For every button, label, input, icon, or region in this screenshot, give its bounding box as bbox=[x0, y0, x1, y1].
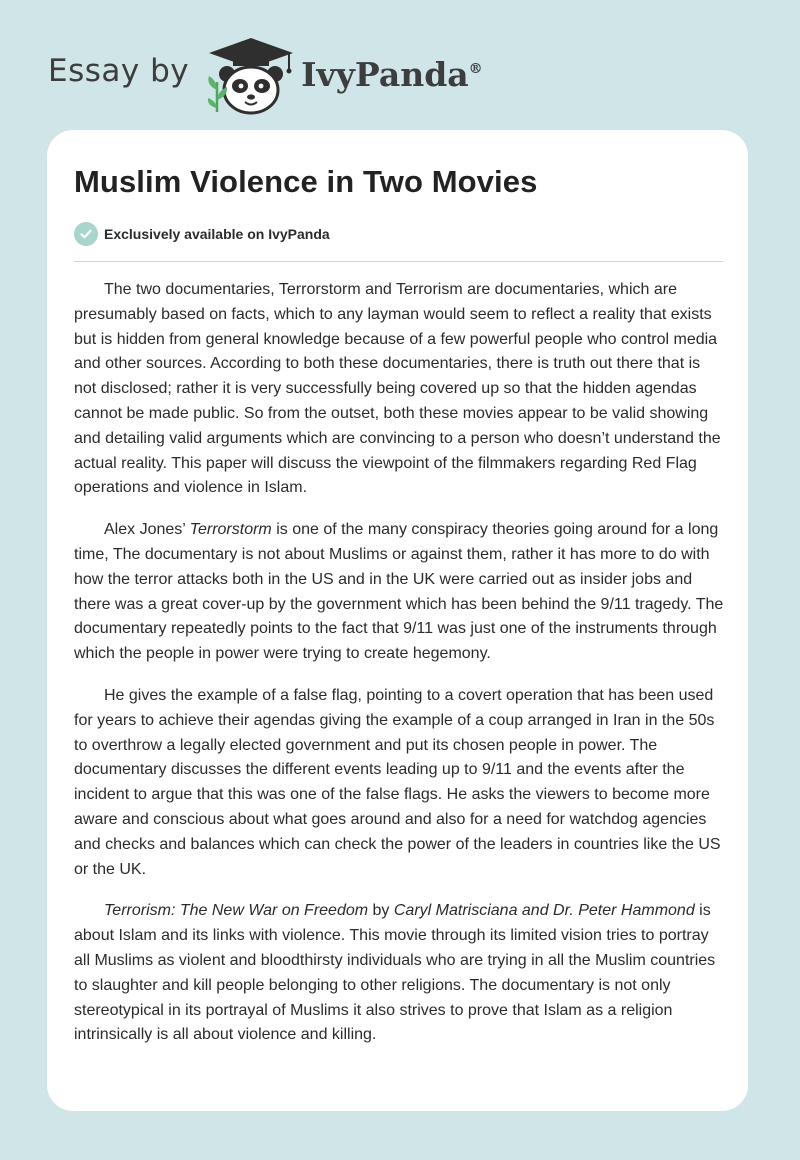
brand-name-text: IvyPanda bbox=[301, 54, 469, 94]
paragraph bbox=[74, 518, 726, 667]
paragraph-text: is about Islam and its links with violence. This movie through its limited vision tries to portray all Muslims as violent and bloodthirsty individuals who are trying in all the Muslim countries to slaughter and kill people belonging to other religions. The documentary is not only stereotypical in its portrayal of Muslims it also strives to prove that Islam as a religion intrinsically is all about violence and killing. bbox=[74, 902, 716, 1044]
italic-title-text: Terrorstorm bbox=[189, 521, 272, 539]
brand-prefix: Essay by bbox=[48, 53, 190, 89]
registered-mark: ® bbox=[468, 60, 483, 77]
brand-name bbox=[301, 55, 483, 94]
exclusive-badge bbox=[74, 222, 330, 246]
italic-title-text: Caryl Matrisciana and Dr. Peter Hammond bbox=[393, 902, 695, 920]
paragraph bbox=[74, 684, 726, 882]
panda-logo-icon bbox=[203, 36, 299, 116]
check-icon bbox=[74, 222, 98, 246]
paragraph-text: Alex Jones’ bbox=[104, 521, 190, 539]
paragraph bbox=[74, 899, 726, 1048]
title-divider bbox=[74, 261, 723, 262]
italic-title-text: Terrorism: The New War on Freedom bbox=[104, 902, 369, 920]
essay-card bbox=[47, 130, 748, 1111]
paragraph-text: The two documentaries, Terrorstorm and Terrorism are documentaries, which are presumably based on facts, which to any layman would seem to reflect a reality that exists but is hidden from general knowledge because of a few powerful people who control media and other sources. According to both these documentaries, there is truth out there that is not disclosed; rather it is very successfully being covered up so that the hidden agendas cannot be made public. So from the outset, both these movies appear to be valid showing and detailing valid arguments which are convincing to a person who doesn’t understand the actual reality. This paper will discuss the viewpoint of the filmmakers regarding Red Flag operations and violence in Islam. bbox=[74, 281, 721, 497]
paragraph-text: by bbox=[368, 902, 394, 920]
brand-header bbox=[48, 36, 483, 116]
paragraph-text: He gives the example of a false flag, pointing to a covert operation that has been used for years to achieve their agendas giving the example of a coup arranged in Iran in the 50s to overthrow a legally elected government and put its chosen people in power. The documentary discusses the different events leading up to 9/11 and the events after the incident to argue that this was one of the false flags. He asks the viewers to become more aware and conscious about what goes around and also for a need for watchdog agencies and checks and balances which can check the power of the leaders in countries like the US or the UK. bbox=[74, 686, 721, 878]
article-body bbox=[74, 278, 726, 1065]
paragraph-text: is one of the many conspiracy theories going around for a long time, The documentary is not about Muslims or against them, rather it has more to do with how the terror attacks both in the US and in the UK were carried out as insider jobs and there was a great cover-up by the government which has been behind the 9/11 tragedy. The documentary repeatedly points to the fact that 9/11 was just one of the instruments through which the people in power were trying to create hegemony. bbox=[74, 521, 724, 663]
exclusive-label: Exclusively available on IvyPanda bbox=[104, 226, 330, 242]
paragraph bbox=[74, 278, 726, 501]
page-title: Muslim Violence in Two Movies bbox=[74, 164, 538, 199]
